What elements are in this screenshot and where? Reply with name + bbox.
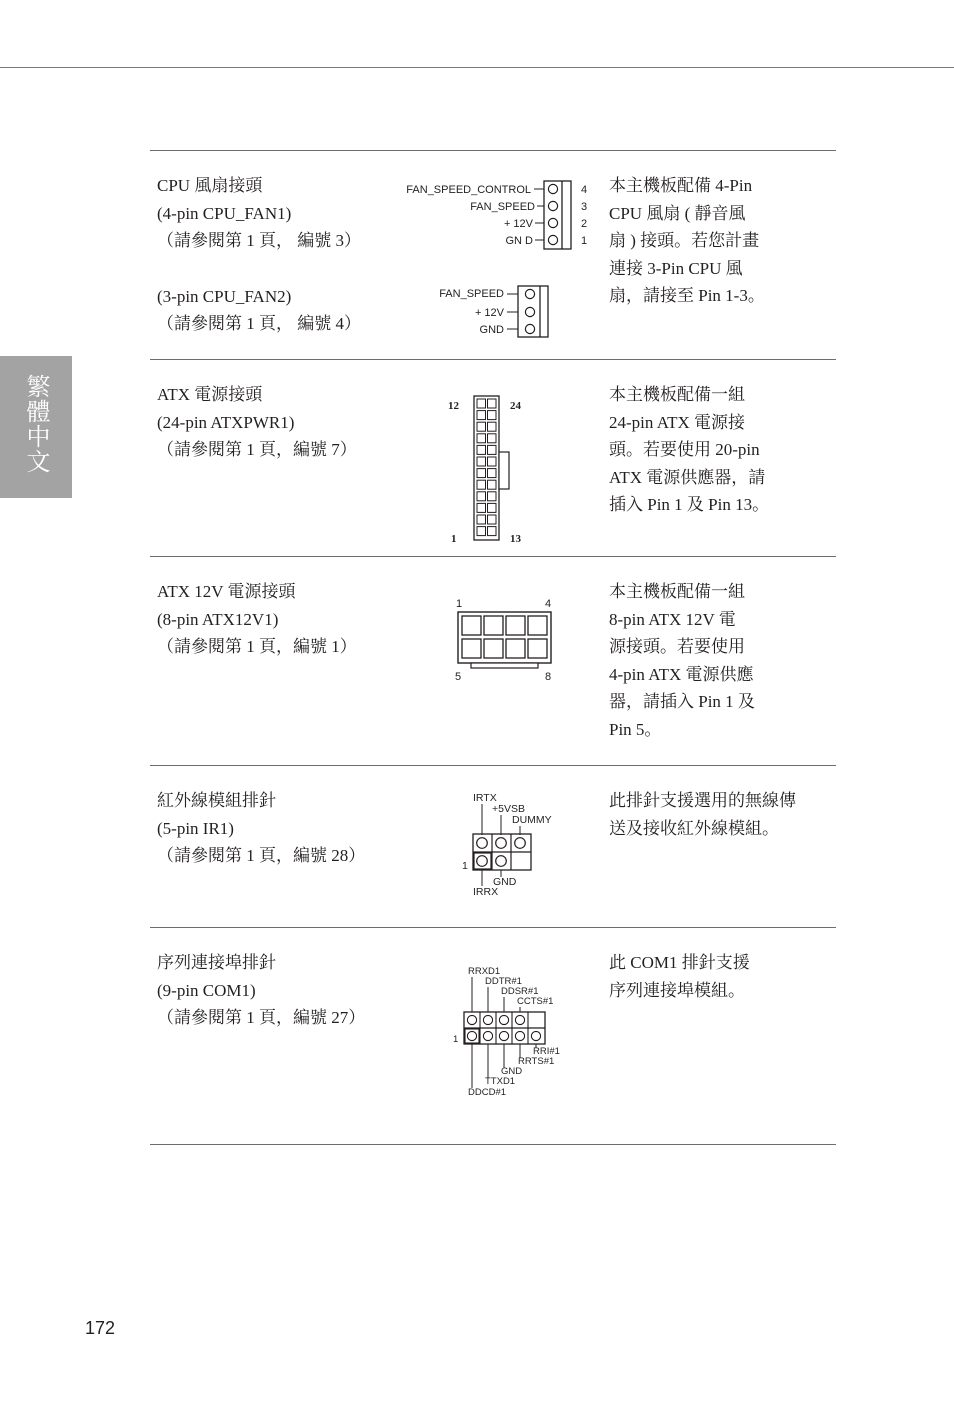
pin-label: CCTS#1 <box>517 996 554 1007</box>
power-pin <box>477 492 486 501</box>
cpu-fan1-reference: （請參閱第 1 頁， 編號 3） <box>157 231 361 250</box>
note-line: 送及接收紅外線模組。 <box>609 818 779 838</box>
header-pin <box>499 1031 508 1040</box>
power-pin <box>477 434 486 443</box>
power-pin <box>488 457 497 466</box>
pin-label: IRRX <box>473 886 499 898</box>
power-pin <box>477 480 486 489</box>
language-tab <box>0 356 72 498</box>
section-divider <box>150 927 836 928</box>
ir-header-diagram <box>455 788 565 900</box>
header-rule <box>0 67 954 68</box>
power-pin <box>488 527 497 536</box>
atx-power-reference: （請參閱第 1 頁，編號 7） <box>157 440 357 459</box>
atx12v-reference: （請參閱第 1 頁，編號 1） <box>157 637 357 656</box>
pin-label: DDTR#1 <box>485 976 522 987</box>
ir-header-note <box>609 787 824 842</box>
pin-number: 1 <box>462 860 468 872</box>
pin-number: 8 <box>545 671 552 683</box>
pin-label: RRI#1 <box>533 1046 560 1057</box>
header-pin <box>515 1015 524 1024</box>
power-pin <box>528 639 547 658</box>
note-line: Pin 5。 <box>609 719 662 739</box>
note-line: 此排針支援選用的無線傳 <box>609 791 796 810</box>
atx-power-title: ATX 電源接頭 <box>157 385 263 404</box>
pin-label: RRTS#1 <box>518 1056 555 1067</box>
section-divider <box>150 556 836 557</box>
power-pin <box>488 422 497 431</box>
power-pin <box>488 515 497 524</box>
section-divider <box>150 359 836 360</box>
power-pin <box>488 399 497 408</box>
pin-label: +5VSB <box>492 803 525 815</box>
cpu-fan-4pin-diagram <box>390 176 600 254</box>
pin-number: 4 <box>545 598 552 610</box>
ir-header-description <box>157 787 407 870</box>
pin-number: 1 <box>456 598 463 610</box>
power-pin <box>488 480 497 489</box>
com-header-description <box>157 949 407 1032</box>
pin-label: FAN_SPEED <box>470 201 535 213</box>
note-line: 8-pin ATX 12V 電 <box>609 609 736 629</box>
atx12v-title: ATX 12V 電源接頭 <box>157 582 296 601</box>
power-pin <box>477 411 486 420</box>
pin-label: DDCD#1 <box>468 1087 507 1098</box>
note-line: 連接 3-Pin CPU 風 <box>609 258 743 278</box>
note-line: 本主機板配備一組 <box>609 385 745 404</box>
power-pin <box>477 445 486 454</box>
note-line: 扇，請接至 Pin 1-3。 <box>609 286 765 305</box>
ir-header-reference: （請參閱第 1 頁，編號 28） <box>157 846 366 865</box>
pin-label: RRXD1 <box>468 966 501 977</box>
pin-label: + 12V <box>474 307 504 319</box>
power-pin <box>488 503 497 512</box>
pin-label: GND <box>493 876 517 888</box>
page-number: 172 <box>85 1318 116 1338</box>
pin-label: FAN_SPEED <box>439 288 504 300</box>
pin-label: + 12V <box>503 218 533 230</box>
table-bottom-rule <box>150 1144 836 1145</box>
ir-header-pin-spec: (5-pin IR1) <box>157 818 234 838</box>
pin-number: 1 <box>451 533 457 545</box>
power-pin <box>484 639 503 658</box>
pin-number: 1 <box>453 1034 459 1045</box>
note-line: 源接頭。若要使用 <box>609 637 745 656</box>
power-pin <box>488 411 497 420</box>
cpu-fan-description <box>157 172 407 338</box>
header-pin <box>499 1015 508 1024</box>
pin-label: GND <box>479 324 504 336</box>
note-line: 序列連接埠模組。 <box>609 980 745 1000</box>
atx12v-pin-spec: (8-pin ATX12V1) <box>157 609 279 629</box>
atx12v-8pin-diagram <box>448 592 563 687</box>
pin-number: 24 <box>510 400 521 412</box>
power-pin <box>477 515 486 524</box>
com-header-reference: （請參閱第 1 頁，編號 27） <box>157 1008 366 1027</box>
pin-number: 5 <box>455 671 462 683</box>
note-line: 插入 Pin 1 及 Pin 13。 <box>609 495 770 514</box>
atx12v-note <box>609 578 824 743</box>
cpu-fan2-pin-spec: (3-pin CPU_FAN2) <box>157 286 292 306</box>
atx-power-pin-spec: (24-pin ATXPWR1) <box>157 412 295 432</box>
power-pin <box>484 616 503 635</box>
header-pin <box>515 1031 524 1040</box>
power-pin <box>506 616 525 635</box>
pin-label: FAN_SPEED_CONTROL <box>406 184 531 196</box>
note-line: 4-pin ATX 電源供應 <box>609 664 754 684</box>
cpu-fan1-pin-spec: (4-pin CPU_FAN1) <box>157 203 292 223</box>
header-pin <box>467 1015 476 1024</box>
header-pin <box>467 1031 476 1040</box>
pin-label: GN D <box>505 235 533 247</box>
com-header-title: 序列連接埠排針 <box>157 953 276 972</box>
cpu-fan-note <box>609 172 824 310</box>
com-header-pin-spec: (9-pin COM1) <box>157 980 256 1000</box>
note-line: 本主機板配備 4-Pin <box>609 176 753 195</box>
power-pin <box>528 616 547 635</box>
cpu-fan-3pin-diagram <box>430 282 555 342</box>
note-line: 頭。若要使用 20-pin <box>609 440 760 459</box>
header-pin <box>531 1031 540 1040</box>
pin-number: 4 <box>581 184 588 196</box>
power-pin <box>488 445 497 454</box>
com-header-note <box>609 949 824 1004</box>
note-line: CPU 風扇 ( 靜音風 <box>609 203 746 223</box>
note-line: 此 COM1 排針支援 <box>609 953 750 972</box>
language-tab-label: 繁體中文 <box>22 374 50 474</box>
note-line: 本主機板配備一組 <box>609 582 745 601</box>
note-line: 24-pin ATX 電源接 <box>609 412 745 432</box>
ir-header-title: 紅外線模組排針 <box>157 791 276 810</box>
power-pin <box>462 616 481 635</box>
power-pin <box>477 457 486 466</box>
power-pin <box>488 492 497 501</box>
header-pin <box>483 1015 492 1024</box>
pin-number: 3 <box>581 201 588 213</box>
pin-label: DDSR#1 <box>501 986 539 997</box>
pin-label: DUMMY <box>512 814 552 826</box>
power-pin <box>462 639 481 658</box>
power-pin <box>477 469 486 478</box>
section-divider <box>150 765 836 766</box>
header-pin <box>483 1031 492 1040</box>
pin-label: TTXD1 <box>485 1076 516 1087</box>
section-divider <box>150 150 836 151</box>
pin-number: 1 <box>581 235 588 247</box>
atx-power-note <box>609 381 824 519</box>
power-pin <box>477 503 486 512</box>
power-pin <box>506 639 525 658</box>
power-pin <box>477 527 486 536</box>
pin-label: IRTX <box>473 792 497 804</box>
atx12v-description <box>157 578 407 661</box>
pin-number: 13 <box>510 533 521 545</box>
atx-power-description <box>157 381 407 464</box>
cpu-fan2-reference: （請參閱第 1 頁， 編號 4） <box>157 314 361 333</box>
power-pin <box>488 469 497 478</box>
note-line: 器，請插入 Pin 1 及 <box>609 692 755 711</box>
power-pin <box>477 422 486 431</box>
note-line: ATX 電源供應器，請 <box>609 467 766 487</box>
atx-24pin-diagram <box>440 392 535 552</box>
cpu-fan-title: CPU 風扇接頭 <box>157 176 263 195</box>
pin-label: GND <box>501 1066 523 1077</box>
power-pin <box>488 434 497 443</box>
com-header-diagram <box>448 960 573 1102</box>
pin-number: 2 <box>581 218 588 230</box>
note-line: 扇 ) 接頭。若您計畫 <box>609 231 760 250</box>
pin-number: 12 <box>448 400 459 412</box>
power-pin <box>477 399 486 408</box>
